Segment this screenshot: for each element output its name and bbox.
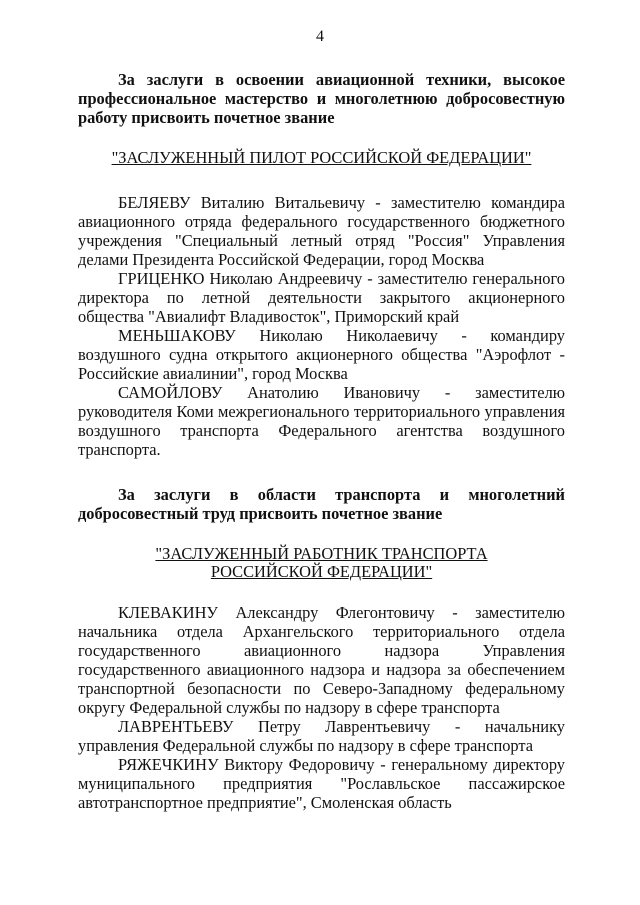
award-entry: ЛАВРЕНТЬЕВУ Петру Лаврентьевичу - начальнику управления Федеральной службы по надзору в сфере транспорта (78, 717, 565, 755)
award-entry: САМОЙЛОВУ Анатолию Ивановичу - заместителю руководителя Коми межрегионального территориального управления воздушного транспорта Федерального агентства воздушного транспорта. (78, 383, 565, 459)
section-2-title-line-2: РОССИЙСКОЙ ФЕДЕРАЦИИ" (210, 562, 433, 581)
award-entry: МЕНЬШАКОВУ Николаю Николаевичу - командиру воздушного судна открытого акционерного общества "Аэрофлот - Российские авиалинии", город Москва (78, 326, 565, 383)
section-2-title-line-1: "ЗАСЛУЖЕННЫЙ РАБОТНИК ТРАНСПОРТА (155, 544, 488, 563)
document-body (78, 70, 565, 812)
award-entry: РЯЖЕЧКИНУ Виктору Федоровичу - генеральному директору муниципального предприятия "Рославльское пассажирское автотранспортное предприятие", Смоленская область (78, 755, 565, 812)
award-entry: БЕЛЯЕВУ Виталию Витальевичу - заместителю командира авиационного отряда федерального государственного бюджетного учреждения "Специальный летный отряд "Россия" Управления делами Президента Российской Федерации, город Москва (78, 193, 565, 269)
section-1-heading: За заслуги в освоении авиационной техники, высокое профессиональное мастерство и многолетнюю добросовестную работу присвоить почетное звание (78, 70, 565, 127)
award-entry: КЛЕВАКИНУ Александру Флегонтовичу - заместителю начальника отдела Архангельского территориального отдела государственного авиационного надзора Управления государственного авиационного надзора и надзора за обеспечением транспортной безопасности по Северо-Западному федеральному округу Федеральной службы по надзору в сфере транспорта (78, 603, 565, 717)
award-entry: ГРИЦЕНКО Николаю Андреевичу - заместителю генерального директора по летной деятельности закрытого акционерного общества "Авиалифт Владивосток", Приморский край (78, 269, 565, 326)
page-number: 4 (316, 28, 324, 45)
section-2-heading: За заслуги в области транспорта и многолетний добросовестный труд присвоить почетное звание (78, 485, 565, 523)
section-1-title: "ЗАСЛУЖЕННЫЙ ПИЛОТ РОССИЙСКОЙ ФЕДЕРАЦИИ" (111, 148, 532, 167)
